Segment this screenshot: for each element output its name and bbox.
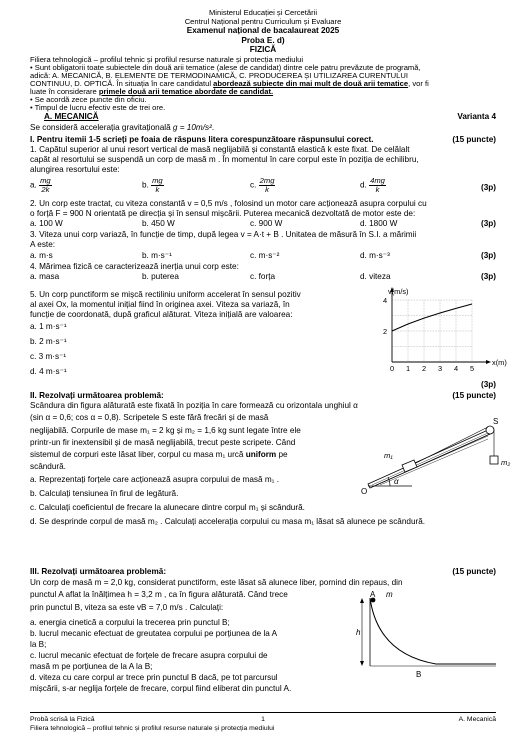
part2-line2: (sin α = 0,6; cos α = 0,8). Scripetele S este fără frecări și de masă xyxy=(30,413,269,422)
part3-item-d2: mișcării, s-ar neglija forțele de frecare, corpul fiind eliberat din punctul A. xyxy=(30,684,292,693)
bullet1-line1: • Sunt obligatorii toate subiectele din două arii tematice (alese de candidat) dintre cele patru prevăzute de programă, xyxy=(30,63,421,72)
label-A: A xyxy=(370,590,376,599)
q1-option-a: a. $\frac{mg}{2k}$ xyxy=(30,176,51,194)
part3-line2: punctul A aflat la înălțimea h = 3,2 m , ca în figura alăturată. Când trece xyxy=(30,590,288,599)
part2-heading: II. Rezolvați următoarea problemă: xyxy=(30,391,164,400)
part2-line3: neglijabilă. Corpurile de mase m₁ = 2 kg și m₂ = 1,6 kg sunt legate între ele xyxy=(30,426,301,435)
part3-line3: prin punctul B, viteza sa este vB = 7,0 m/s . Calculați: xyxy=(30,603,224,612)
q2-option-c: c. 900 W xyxy=(250,219,283,228)
bullet1-line2: adică: A. MECANICĂ, B. ELEMENTE DE TERMODINAMICĂ, C. PRODUCEREA ȘI UTILIZAREA CURENTULUI xyxy=(30,71,408,80)
inclined-plane-figure xyxy=(350,418,510,500)
slope-curve xyxy=(370,598,496,664)
x-tick-label: 5 xyxy=(470,364,475,373)
bullet1-line3: CONTINUU, D. OPTICĂ. În situația în care candidatul abordează subiecte din mai mult de două arii tematice, vor fi xyxy=(30,79,429,88)
part3-heading: III. Rezolvați următoarea problemă: xyxy=(30,567,167,576)
part2-line6: scândură. xyxy=(30,462,66,471)
q1-option-c: c. $\frac{2mg}{k}$ xyxy=(250,176,275,194)
label-alpha: α xyxy=(394,477,399,486)
section-title: A. MECANICĂ xyxy=(44,112,99,121)
ministry-text: Ministerul Educației și Cercetării xyxy=(208,8,318,17)
height-arrow-top xyxy=(360,598,364,603)
x-axis-arrow xyxy=(486,360,491,364)
part2-line5: sistemul de corpuri este lăsat liber, corpul cu masa m₁ urcă uniform pe xyxy=(30,450,288,459)
part2-item-d: d. Se desprinde corpul de masă m₂ . Calculați accelerația corpului cu masa m₁ lăsat să alunece pe scândură. xyxy=(30,517,426,526)
gravity-line: Se consideră accelerația gravitațională g = 10m/s². xyxy=(30,123,215,132)
bullet3-text: • Timpul de lucru efectiv este de trei ore. xyxy=(30,103,166,112)
curved-slope-figure xyxy=(356,590,506,680)
label-m1: m₁ xyxy=(384,451,393,460)
q3-line2: A este: xyxy=(30,240,56,249)
proba-title: Proba E. d) xyxy=(241,36,285,45)
part3-item-a: a. energia cinetică a corpului la trecerea prin punctul B; xyxy=(30,618,230,627)
q4-option-d: d. viteza xyxy=(360,272,391,281)
label-m2: m₂ xyxy=(501,458,511,467)
part2-line4: printr-un fir inextensibil și de masă neglijabilă, trecut peste scripete. Când xyxy=(30,438,296,447)
x-tick-label: 1 xyxy=(406,364,411,373)
x-tick-label: 4 xyxy=(454,364,459,373)
q3-points: (3p) xyxy=(480,251,496,260)
q1-points: (3p) xyxy=(480,183,496,192)
exam-title: Examenul național de bacalaureat 2025 xyxy=(186,26,340,35)
part1-heading: I. Pentru itemii 1-5 scrieți pe foaia de răspuns litera corespunzătoare răspunsului corect. xyxy=(30,135,374,144)
q5-option-d: d. 4 m·s⁻¹ xyxy=(30,367,67,376)
velocity-curve xyxy=(392,304,472,331)
part2-item-c: c. Calculați coeficientul de frecare la alunecare dintre corpul m₁ și scândură. xyxy=(30,503,305,512)
q4-points: (3p) xyxy=(480,272,496,281)
footer-filiera: Filiera tehnologică – profilul tehnic și profilul resurse naturale și protecția mediului xyxy=(30,725,275,732)
q5-line2: al axei Ox, la momentul inițial fiind în originea axei. Viteza sa variază, în xyxy=(30,300,290,309)
q2-line2: o forță F = 900 N orientată pe direcția și în sensul mișcării. Puterea mecanică dezvoltată de motor este de: xyxy=(30,209,416,218)
label-m: m xyxy=(386,590,393,599)
q4-option-c: c. forța xyxy=(250,272,276,281)
string-m1 xyxy=(416,427,488,463)
q3-option-d: d. m·s⁻³ xyxy=(360,251,390,260)
label-O: O xyxy=(361,487,368,496)
q3-line1: 3. Viteza unui corp variază, în funcție de timp, după legea v = A·t + B . Unitatea de măsură în S.I. a mărimii xyxy=(30,230,417,239)
q3-option-c: c. m·s⁻² xyxy=(250,251,280,260)
filiera-text: Filiera tehnologică – profilul tehnic și profilul resurse naturale și protecția mediului xyxy=(30,55,304,64)
q3-option-b: b. m·s⁻¹ xyxy=(142,251,172,260)
q5-option-a: a. 1 m·s⁻¹ xyxy=(30,322,67,331)
y-tick-label: 2 xyxy=(383,327,388,336)
part3-line1: Un corp de masă m = 2,0 kg, considerat punctiform, este lăsat să alunece liber, pornind din repaus, din xyxy=(30,578,403,587)
q1-line2: capăt al resortului se suspendă un corp de masă m . În momentul în care corpul este în poziția de echilibru, xyxy=(30,155,419,164)
y-axis-label: v(m/s) xyxy=(388,287,409,296)
part2-points: (15 puncte) xyxy=(452,391,496,400)
x-tick-label: 2 xyxy=(422,364,427,373)
x-tick-label: 3 xyxy=(438,364,443,373)
footer-left: Probă scrisă la Fizică xyxy=(30,716,95,723)
q5-line1: 5. Un corp punctiform se mișcă rectiliniu uniform accelerat în sensul pozitiv xyxy=(30,290,301,299)
q2-points: (3p) xyxy=(480,219,496,228)
label-B: B xyxy=(416,670,422,679)
q5-points: (3p) xyxy=(480,380,496,389)
variant-label: Varianta 4 xyxy=(457,112,496,121)
footer-right: A. Mecanică xyxy=(458,716,496,723)
footer-separator xyxy=(30,712,496,713)
block-m2 xyxy=(490,456,498,464)
velocity-position-chart xyxy=(374,286,507,378)
part3-item-c1: c. lucrul mecanic efectuat de forțele de frecare asupra corpului de xyxy=(30,651,268,660)
q1-line3: alungirea resortului este: xyxy=(30,165,120,174)
part3-item-b2: la B; xyxy=(30,640,47,649)
q2-option-d: d. 1800 W xyxy=(360,219,398,228)
q2-line1: 2. Un corp este tractat, cu viteza constantă v = 0,5 m/s , folosind un motor care acționează asupra corpului cu xyxy=(30,199,427,208)
height-arrow-bottom xyxy=(360,661,364,666)
part3-item-d1: d. viteza cu care corpul ar trece prin punctul B dacă, pe tot parcursul xyxy=(30,673,278,682)
footer-page-number: 1 xyxy=(261,716,265,723)
q1-option-d: d. $\frac{4mg}{k}$ xyxy=(360,176,385,194)
chart-grid xyxy=(392,300,472,362)
q1-option-b: b. $\frac{mg}{k}$ xyxy=(142,176,163,194)
q5-option-c: c. 3 m·s⁻¹ xyxy=(30,352,67,361)
x-axis-label: x(m) xyxy=(492,358,507,367)
label-h: h xyxy=(356,628,361,637)
part3-item-c2: masă m pe porțiunea de la A la B; xyxy=(30,662,153,671)
label-S: S xyxy=(493,417,499,426)
part3-points: (15 puncte) xyxy=(452,567,496,576)
part2-line1: Scândura din figura alăturată este fixată în poziția în care formează cu orizontala unghiul α xyxy=(30,401,358,410)
part2-item-a: a. Reprezentați forțele care acționează asupra corpului de masă m₁ . xyxy=(30,475,279,484)
q1-line1: 1. Capătul superior al unui resort vertical de masă neglijabilă și constantă elastică k este fixat. De celălalt xyxy=(30,145,410,154)
q2-option-b: b. 450 W xyxy=(142,219,175,228)
q2-option-a: a. 100 W xyxy=(30,219,63,228)
subject-title: FIZICĂ xyxy=(249,45,277,54)
part2-item-b: b. Calculați tensiunea în firul de legătură. xyxy=(30,489,179,498)
bullet1-line4: luate în considerare primele două arii tematice abordate de candidat. xyxy=(30,87,274,96)
q4-line1: 4. Mărimea fizică ce caracterizează inerția unui corp este: xyxy=(30,262,239,271)
bullet2-text: • Se acordă zece puncte din oficiu. xyxy=(30,95,147,104)
q5-option-b: b. 2 m·s⁻¹ xyxy=(30,337,67,346)
part1-points: (15 puncte) xyxy=(452,135,496,144)
x-tick-label: 0 xyxy=(390,364,395,373)
q3-option-a: a. m·s xyxy=(30,251,53,260)
y-tick-label: 4 xyxy=(383,296,388,305)
q4-option-b: b. puterea xyxy=(142,272,179,281)
q4-option-a: a. masa xyxy=(30,272,60,281)
q5-line3: funcție de coordonată, după graficul alăturat. Viteza inițială are valoarea: xyxy=(30,310,293,319)
part3-item-b1: b. lucrul mecanic efectuat de greutatea corpului pe porțiunea de la A xyxy=(30,629,278,638)
center-text: Centrul Național pentru Curriculum și Evaluare xyxy=(184,17,342,26)
